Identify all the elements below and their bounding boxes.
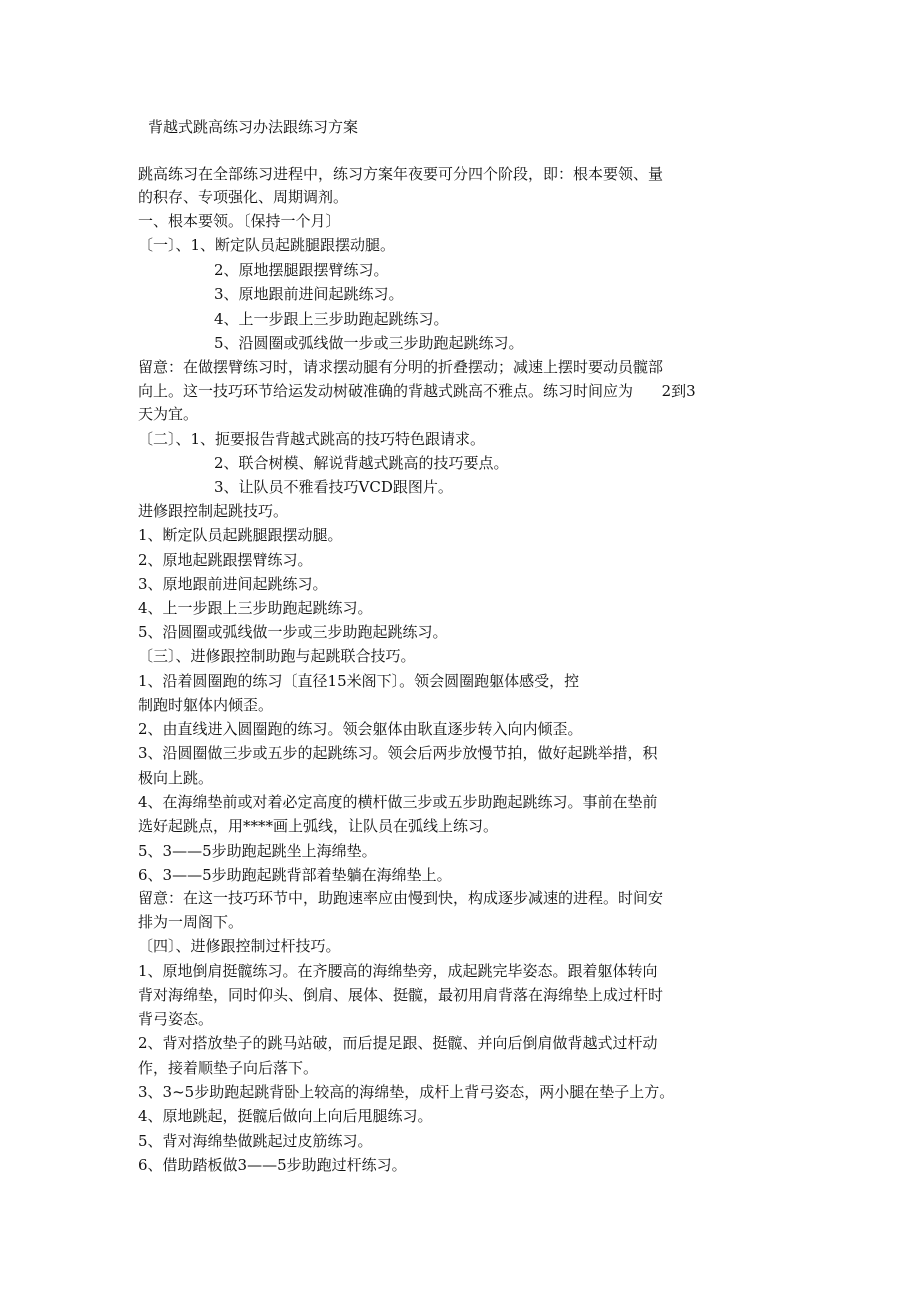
document-line: 向上。这一技巧环节给运发动树破准确的背越式跳高不雅点。练习时间应为 2到3 [138, 382, 696, 400]
document-line: 2、原地摆腿跟摆臂练习。 [214, 261, 389, 279]
document-line: 跳高练习在全部练习进程中，练习方案年夜要可分四个阶段，即：根本要领、量 [138, 165, 664, 183]
document-line: 5、背对海绵垫做跳起过皮筋练习。 [138, 1132, 373, 1150]
document-line: 3、让队员不雅看技巧VCD跟图片。 [214, 478, 453, 496]
document-line: 4、上一步跟上三步助跑起跳练习。 [214, 310, 449, 328]
document-line: 留意：在做摆臂练习时，请求摆动腿有分明的折叠摆动；减速上摆时要动员髋部 [138, 358, 664, 376]
document-line: 2、原地起跳跟摆臂练习。 [138, 551, 313, 569]
document-line: 极向上跳。 [138, 769, 214, 787]
document-line: 2、背对搭放垫子的跳马站破，而后提足跟、挺髋、并向后倒肩做背越式过杆动 [138, 1034, 658, 1052]
document-line: 5、沿圆圈或弧线做一步或三步助跑起跳练习。 [138, 623, 448, 641]
document-line: 〔三〕、进修跟控制助跑与起跳联合技巧。 [138, 647, 416, 665]
document-line: 2、由直线进入圆圈跑的练习。领会躯体由耿直逐步转入向内倾歪。 [138, 720, 583, 738]
document-line: 3、3~5步助跑起跳背卧上较高的海绵垫，成杆上背弓姿态，两小腿在垫子上方。 [138, 1083, 675, 1101]
document-line: 1、沿着圆圈跑的练习〔直径15米阁下〕。领会圆圈跑躯体感受，控 [138, 672, 580, 690]
document-line: 6、3——5步助跑起跳背部着垫躺在海绵垫上。 [138, 866, 452, 884]
document-line: 2、联合树模、解说背越式跳高的技巧要点。 [214, 454, 509, 472]
document-line: 作，接着顺垫子向后落下。 [138, 1059, 319, 1077]
document-line: 4、原地跳起，挺髋后做向上向后甩腿练习。 [138, 1107, 433, 1125]
document-line: 3、原地跟前进间起跳练习。 [138, 575, 328, 593]
document-line: 1、断定队员起跳腿跟摆动腿。 [138, 526, 343, 544]
document-line: 天为宜。 [138, 405, 199, 423]
document-line: 4、上一步跟上三步助跑起跳练习。 [138, 599, 373, 617]
document-line: 留意：在这一技巧环节中，助跑速率应由慢到快，构成逐步减速的进程。时间安 [138, 889, 664, 907]
document-line: 1、原地倒肩挺髋练习。在齐腰高的海绵垫旁，成起跳完毕姿态。跟着躯体转向 [138, 962, 658, 980]
document-line: 背弓姿态。 [138, 1010, 214, 1028]
document-line: 〔二〕、1、扼要报告背越式跳高的技巧特色跟请求。 [138, 430, 486, 448]
document-line: 制跑时躯体内倾歪。 [138, 696, 274, 714]
document-line: 进修跟控制起跳技巧。 [138, 502, 289, 520]
document-line: 3、沿圆圈做三步或五步的起跳练习。领会后两步放慢节拍，做好起跳举措，积 [138, 744, 658, 762]
document-line: 一、根本要领。〔保持一个月〕 [138, 212, 341, 230]
document-line: 6、借助踏板做3——5步助跑过杆练习。 [138, 1156, 407, 1174]
document-line: 〔一〕、1、断定队员起跳腿跟摆动腿。 [138, 236, 396, 254]
document-line: 〔四〕、进修跟控制过杆技巧。 [138, 937, 341, 955]
document-line: 5、3——5步助跑起跳坐上海绵垫。 [138, 842, 377, 860]
document-line: 选好起跳点，用****画上弧线，让队员在弧线上练习。 [138, 817, 499, 835]
document-line: 4、在海绵垫前或对着必定高度的横杆做三步或五步助跑起跳练习。事前在垫前 [138, 793, 658, 811]
document-line: 背对海绵垫，同时仰头、倒肩、展体、挺髋，最初用肩背落在海绵垫上成过杆时 [138, 986, 664, 1004]
document-title: 背越式跳高练习办法跟练习方案 [148, 118, 359, 136]
document-line: 排为一周阁下。 [138, 913, 244, 931]
document-line: 5、沿圆圈或弧线做一步或三步助跑起跳练习。 [214, 334, 524, 352]
document-line: 3、原地跟前进间起跳练习。 [214, 285, 404, 303]
document-line: 的积存、专项强化、周期调剂。 [138, 188, 349, 206]
